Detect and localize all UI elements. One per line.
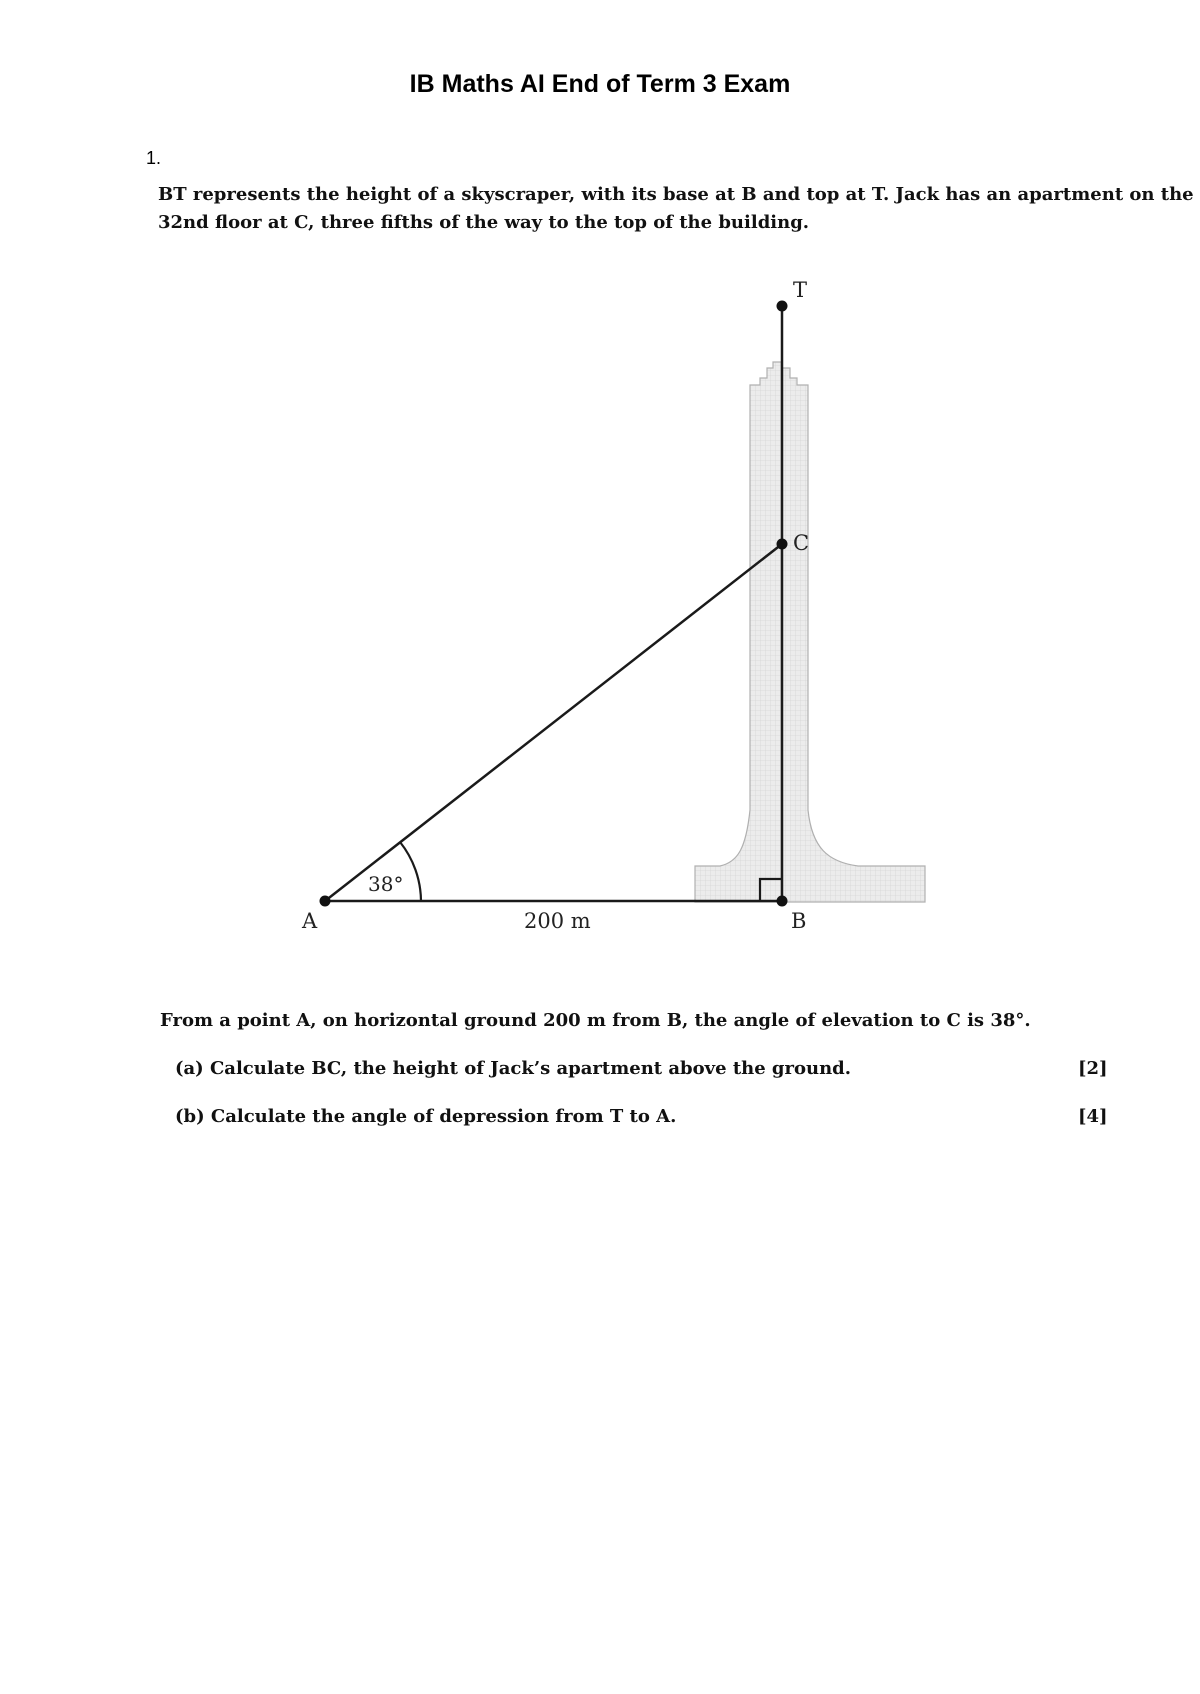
question-number: 1. <box>146 148 162 168</box>
part-b-text: (b) Calculate the angle of depression from T to A. <box>175 1106 677 1127</box>
label-B: B <box>791 909 807 933</box>
part-b-marks: [4] <box>1078 1106 1108 1127</box>
distance-label: 200 m <box>524 909 591 933</box>
question-intro-line-2: 32nd floor at C, three fifths of the way to the top of the building. <box>158 212 810 233</box>
angle-label: 38° <box>368 872 404 896</box>
label-T: T <box>793 278 808 302</box>
question-stem: From a point A, on horizontal ground 200 m from B, the angle of elevation to C is 38°. <box>160 1010 1031 1031</box>
point-C <box>777 539 788 550</box>
point-A <box>320 896 331 907</box>
point-B <box>777 896 788 907</box>
point-T <box>777 301 788 312</box>
skyscraper-silhouette <box>695 362 925 902</box>
part-a-marks: [2] <box>1078 1058 1108 1079</box>
question-intro-line-1: BT represents the height of a skyscraper, with its base at B and top at T. Jack has an apartment on the <box>158 184 1194 205</box>
line-AC <box>325 544 782 901</box>
label-A: A <box>302 909 318 933</box>
part-a-text: (a) Calculate BC, the height of Jack’s apartment above the ground. <box>175 1058 852 1079</box>
exam-title: IB Maths AI End of Term 3 Exam <box>409 70 791 98</box>
label-C: C <box>793 531 810 555</box>
